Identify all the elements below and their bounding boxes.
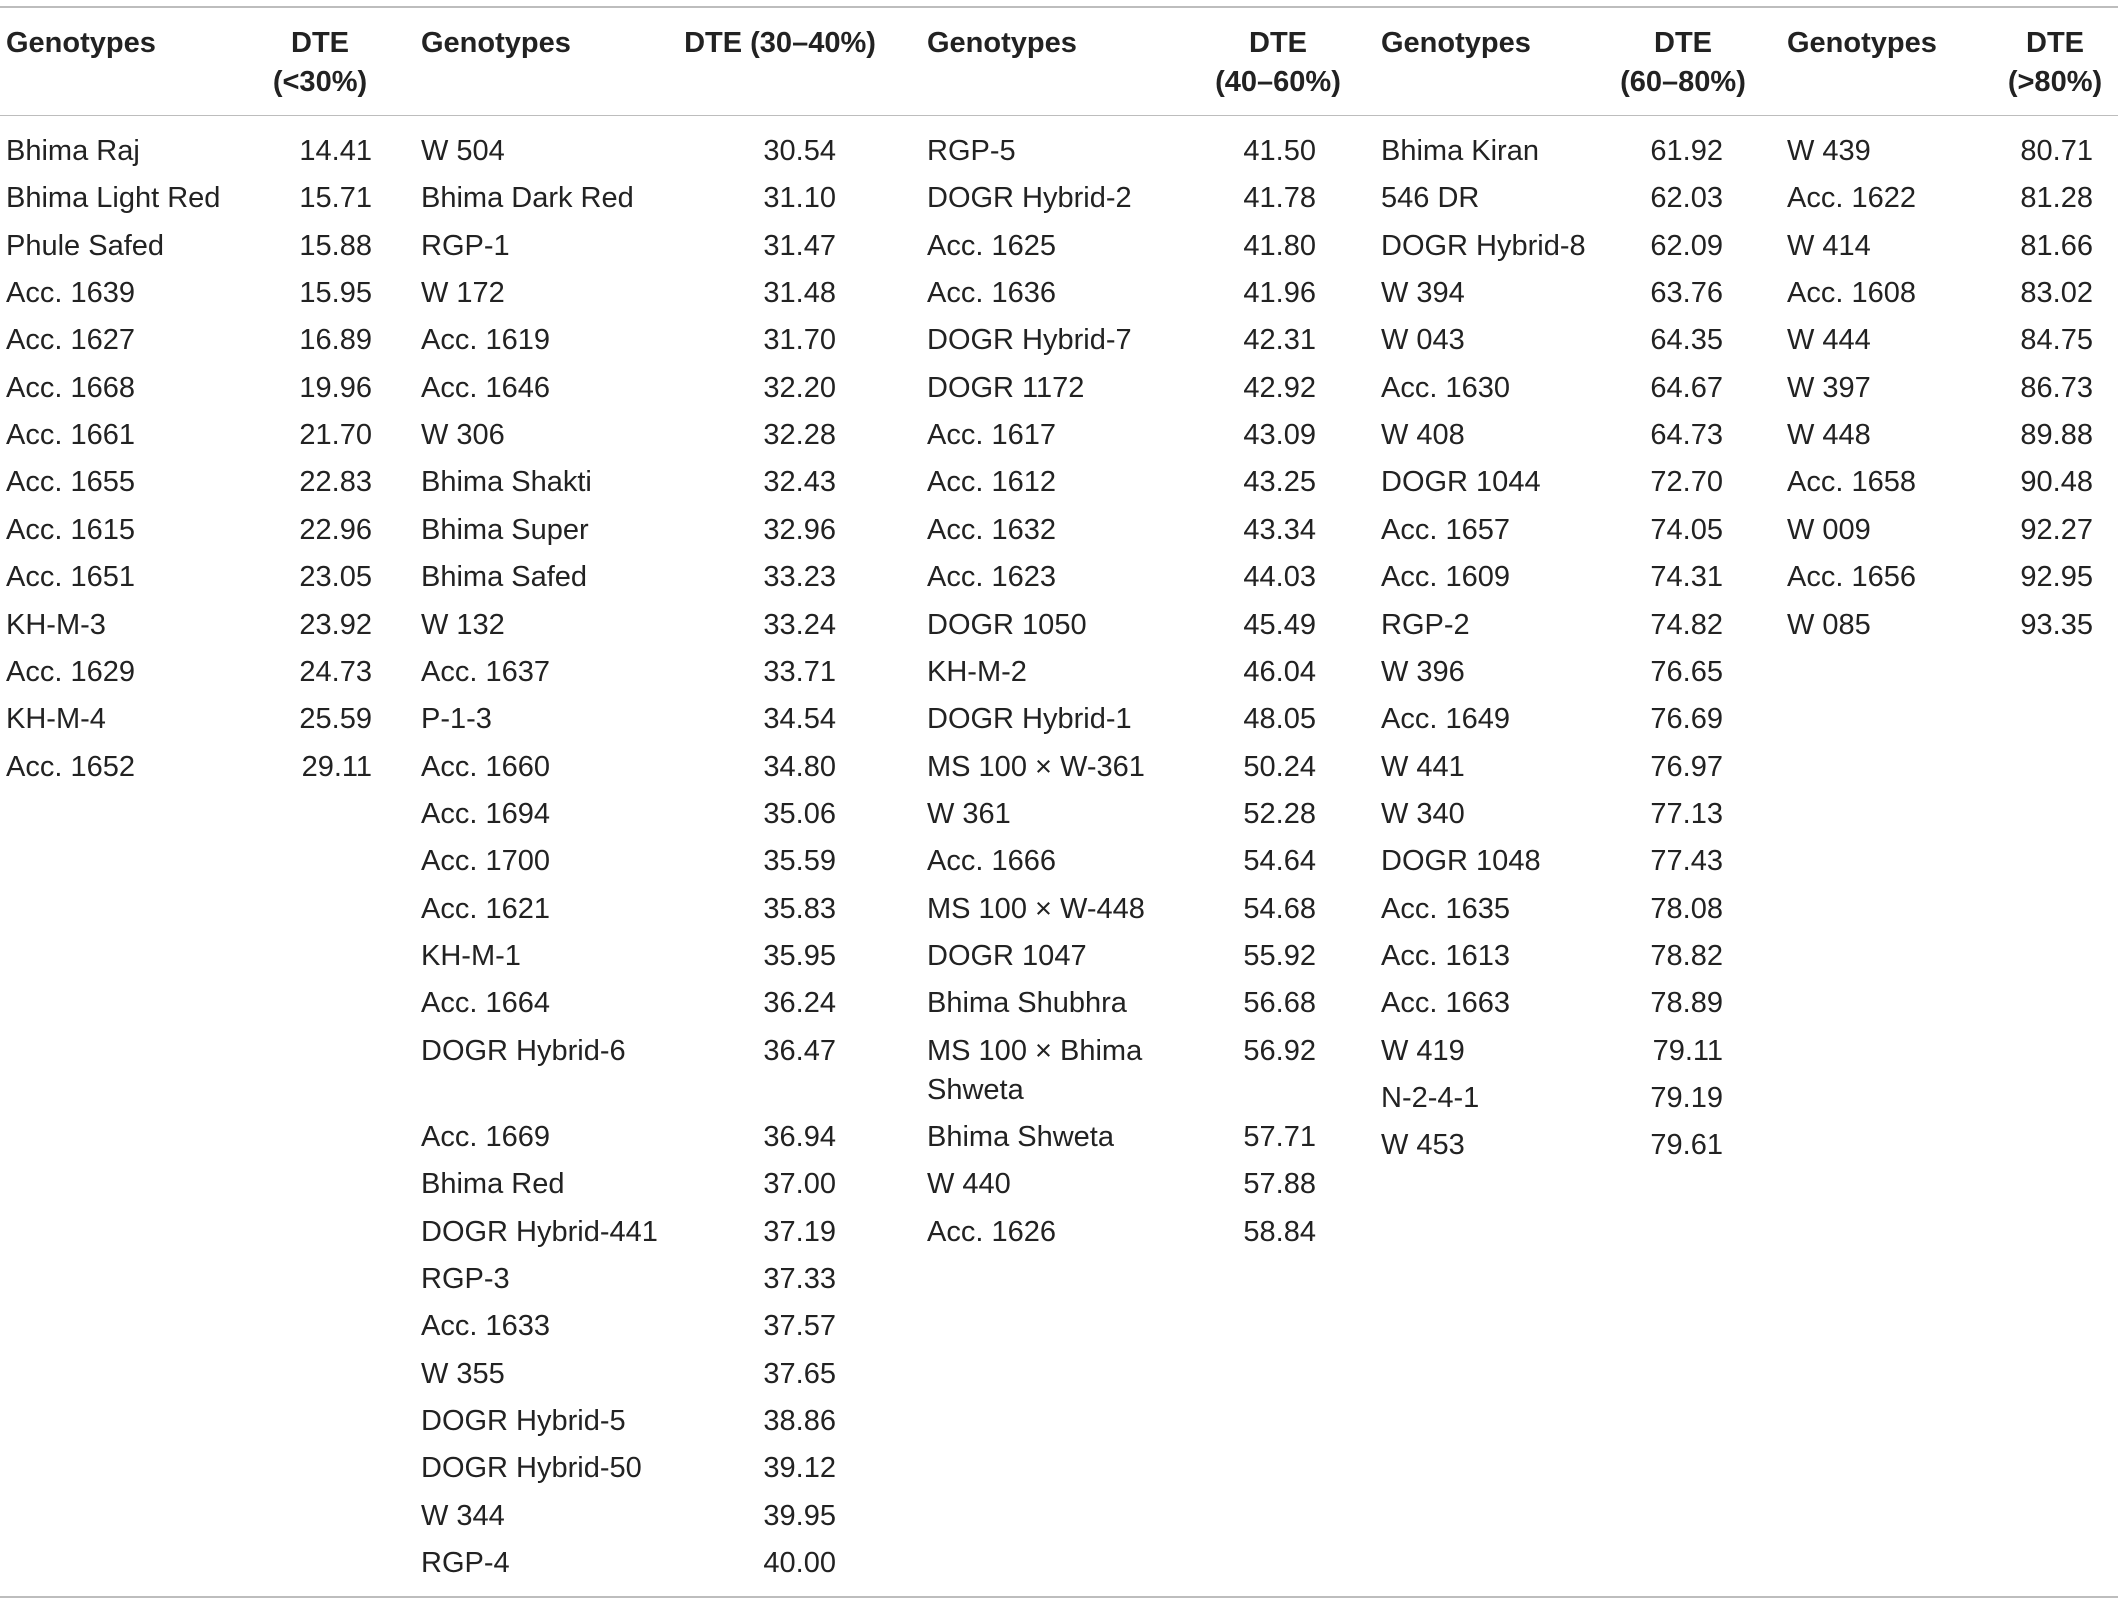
genotype-cell: DOGR Hybrid-5 xyxy=(421,1405,626,1438)
genotype-cell: RGP-5 xyxy=(927,135,1016,167)
genotype-cell: Acc. 1613 xyxy=(1381,939,1510,972)
dte-value-cell: 41.50 xyxy=(1243,135,1316,167)
dte-value-cell: 54.64 xyxy=(1243,845,1316,878)
dte-value-cell: 21.70 xyxy=(299,419,372,452)
dte-value-cell: 24.73 xyxy=(299,655,372,688)
genotype-cell: Acc. 1609 xyxy=(1381,561,1510,594)
dte-value-cell: 81.28 xyxy=(2020,182,2093,215)
dte-value-cell: 16.89 xyxy=(299,324,372,357)
dte-value-cell: 42.31 xyxy=(1243,324,1316,357)
genotype-cell: Acc. 1657 xyxy=(1381,513,1510,546)
dte-value-cell: 31.70 xyxy=(763,324,836,357)
genotype-cell: Bhima Safed xyxy=(421,561,588,594)
dte-value-cell: 33.24 xyxy=(763,608,836,641)
dte-value-cell: 45.49 xyxy=(1243,608,1316,641)
dte-value-cell: 22.96 xyxy=(299,513,372,546)
dte-header-line1: DTE xyxy=(291,27,349,59)
dte-value-cell: 41.80 xyxy=(1243,229,1316,262)
dte-value-cell: 57.88 xyxy=(1243,1168,1316,1201)
dte-value-cell: 64.67 xyxy=(1650,371,1723,404)
genotype-cell: Acc. 1661 xyxy=(6,419,135,452)
dte-header xyxy=(1573,24,1793,102)
dte-header-line1: DTE xyxy=(2026,27,2084,59)
genotype-cell: W 396 xyxy=(1381,655,1465,688)
genotype-cell: Acc. 1664 xyxy=(421,987,550,1020)
genotype-cell: DOGR Hybrid-8 xyxy=(1381,229,1586,262)
genotype-cell: MS 100 × Bhima xyxy=(927,1034,1143,1067)
dte-value-cell: 35.06 xyxy=(763,797,836,830)
genotype-cell: KH-M-4 xyxy=(6,703,106,736)
genotypes-header: Genotypes xyxy=(927,27,1077,59)
dte-value-cell: 74.31 xyxy=(1650,561,1723,594)
dte-value-cell: 50.24 xyxy=(1243,750,1316,783)
dte-value-cell: 61.92 xyxy=(1650,135,1723,167)
dte-value-cell: 37.33 xyxy=(763,1263,836,1296)
genotype-cell: Acc. 1630 xyxy=(1381,371,1510,404)
genotypes-header: Genotypes xyxy=(1787,27,1937,59)
dte-header xyxy=(1168,24,1388,102)
dte-value-cell: 79.19 xyxy=(1650,1082,1723,1114)
dte-header xyxy=(1945,24,2118,102)
genotype-cell: DOGR Hybrid-50 xyxy=(421,1452,642,1485)
dte-value-cell: 41.96 xyxy=(1243,277,1316,310)
genotype-cell: W 440 xyxy=(927,1168,1011,1201)
dte-value-cell: 76.97 xyxy=(1650,750,1723,783)
dte-value-cell: 58.84 xyxy=(1243,1215,1316,1248)
dte-header-line2: (>80%) xyxy=(2007,66,2103,98)
dte-header-line1: DTE xyxy=(1654,27,1712,59)
dte-value-cell: 31.10 xyxy=(763,182,836,215)
genotype-cell: RGP-4 xyxy=(421,1547,510,1580)
dte-value-cell: 62.09 xyxy=(1650,229,1723,262)
dte-value-cell: 81.66 xyxy=(2020,229,2093,262)
genotype-cell: W 453 xyxy=(1381,1129,1465,1162)
genotype-cell: Bhima Shakti xyxy=(421,466,592,499)
dte-value-cell: 64.73 xyxy=(1650,419,1723,452)
genotype-cell: W 504 xyxy=(421,135,505,167)
genotype-cell: Acc. 1700 xyxy=(421,845,550,878)
dte-header-line1: DTE xyxy=(1249,27,1307,59)
genotype-cell: Acc. 1627 xyxy=(6,324,135,357)
genotype-cell: Acc. 1637 xyxy=(421,655,550,688)
dte-value-cell: 44.03 xyxy=(1243,561,1316,594)
genotype-cell: DOGR 1044 xyxy=(1381,466,1541,499)
genotype-cell: Acc. 1636 xyxy=(927,277,1056,310)
genotype-cell: Bhima Raj xyxy=(6,135,140,167)
genotype-cell: DOGR Hybrid-441 xyxy=(421,1215,658,1248)
dte-value-cell: 86.73 xyxy=(2020,371,2093,404)
dte-value-cell: 55.92 xyxy=(1243,939,1316,972)
dte-value-cell: 31.47 xyxy=(763,229,836,262)
genotype-cell: Bhima Kiran xyxy=(1381,135,1539,167)
genotype-cell-wrap: Shweta xyxy=(927,1073,1024,1106)
dte-value-cell: 62.03 xyxy=(1650,182,1723,215)
dte-value-cell: 80.71 xyxy=(2020,135,2093,167)
genotype-cell: W 361 xyxy=(927,797,1011,830)
genotypes-header: Genotypes xyxy=(421,27,571,59)
dte-value-cell: 89.88 xyxy=(2020,419,2093,452)
dte-value-cell: 72.70 xyxy=(1650,466,1723,499)
dte-value-cell: 38.86 xyxy=(763,1405,836,1438)
dte-value-cell: 22.83 xyxy=(299,466,372,499)
genotype-cell: DOGR Hybrid-1 xyxy=(927,703,1132,736)
genotype-cell: Acc. 1656 xyxy=(1787,561,1916,594)
genotype-cell: W 444 xyxy=(1787,324,1871,357)
genotype-cell: KH-M-3 xyxy=(6,608,106,641)
dte-value-cell: 93.35 xyxy=(2020,608,2093,641)
dte-value-cell: 79.11 xyxy=(1652,1034,1723,1067)
genotype-cell: W 448 xyxy=(1787,419,1871,452)
genotype-cell: Bhima Super xyxy=(421,513,589,546)
dte-value-cell: 15.71 xyxy=(299,182,372,215)
dte-value-cell: 35.95 xyxy=(763,939,836,972)
genotype-cell: Bhima Shweta xyxy=(927,1121,1114,1153)
genotype-cell: Acc. 1694 xyxy=(421,797,550,830)
dte-value-cell: 42.92 xyxy=(1243,371,1316,404)
genotype-cell: Bhima Red xyxy=(421,1168,565,1201)
dte-header-line2: (<30%) xyxy=(272,66,368,98)
genotype-cell: W 441 xyxy=(1381,750,1465,783)
table-bottom-rule xyxy=(0,1596,2118,1598)
dte-value-cell: 32.20 xyxy=(763,371,836,404)
dte-value-cell: 43.09 xyxy=(1243,419,1316,452)
dte-value-cell: 46.04 xyxy=(1243,655,1316,688)
dte-value-cell: 37.65 xyxy=(763,1357,836,1390)
genotype-cell: RGP-3 xyxy=(421,1263,510,1296)
genotype-cell: Acc. 1635 xyxy=(1381,892,1510,925)
genotype-cell: Acc. 1668 xyxy=(6,371,135,404)
genotype-cell: Acc. 1612 xyxy=(927,466,1056,499)
dte-value-cell: 84.75 xyxy=(2020,324,2093,357)
dte-value-cell: 79.61 xyxy=(1650,1129,1723,1162)
dte-value-cell: 36.94 xyxy=(763,1121,836,1153)
dte-value-cell: 32.43 xyxy=(763,466,836,499)
dte-value-cell: 52.28 xyxy=(1243,797,1316,830)
genotype-cell: Acc. 1669 xyxy=(421,1121,550,1153)
genotype-cell: DOGR Hybrid-7 xyxy=(927,324,1132,357)
dte-value-cell: 23.92 xyxy=(299,608,372,641)
genotype-cell: RGP-1 xyxy=(421,229,510,262)
genotype-cell: Acc. 1639 xyxy=(6,277,135,310)
dte-header-line2: (40–60%) xyxy=(1215,66,1341,98)
dte-value-cell: 36.24 xyxy=(763,987,836,1020)
table-top-rule xyxy=(0,6,2118,8)
genotype-cell: W 009 xyxy=(1787,513,1871,546)
dte-value-cell: 23.05 xyxy=(299,561,372,594)
genotype-cell: Bhima Dark Red xyxy=(421,182,634,215)
genotype-cell: MS 100 × W-448 xyxy=(927,892,1145,925)
genotype-cell: W 414 xyxy=(1787,229,1871,262)
genotype-cell: Acc. 1660 xyxy=(421,750,550,783)
genotype-cell: W 397 xyxy=(1787,371,1871,404)
genotype-cell: DOGR 1047 xyxy=(927,939,1087,972)
dte-header xyxy=(210,24,430,102)
genotype-cell: Acc. 1615 xyxy=(6,513,135,546)
dte-value-cell: 57.71 xyxy=(1243,1121,1316,1153)
dte-value-cell: 43.34 xyxy=(1243,513,1316,546)
genotype-cell: W 344 xyxy=(421,1499,505,1532)
genotype-cell: Acc. 1649 xyxy=(1381,703,1510,736)
dte-value-cell: 40.00 xyxy=(763,1547,836,1580)
dte-value-cell: 30.54 xyxy=(763,135,836,167)
genotype-cell: KH-M-1 xyxy=(421,939,521,972)
dte-value-cell: 37.19 xyxy=(763,1215,836,1248)
dte-value-cell: 92.27 xyxy=(2020,513,2093,546)
dte-value-cell: 36.47 xyxy=(763,1034,836,1067)
genotype-cell: W 419 xyxy=(1381,1034,1465,1067)
dte-header xyxy=(670,24,890,63)
genotype-cell: Acc. 1663 xyxy=(1381,987,1510,1020)
genotype-cell: Acc. 1622 xyxy=(1787,182,1916,215)
dte-value-cell: 34.54 xyxy=(763,703,836,736)
genotype-cell: Acc. 1633 xyxy=(421,1310,550,1343)
genotype-cell: Acc. 1666 xyxy=(927,845,1056,878)
dte-value-cell: 63.76 xyxy=(1650,277,1723,310)
dte-value-cell: 78.89 xyxy=(1650,987,1723,1020)
dte-value-cell: 74.05 xyxy=(1650,513,1723,546)
dte-value-cell: 14.41 xyxy=(299,135,372,167)
genotype-cell: Acc. 1608 xyxy=(1787,277,1916,310)
dte-value-cell: 48.05 xyxy=(1243,703,1316,736)
genotype-cell: Acc. 1632 xyxy=(927,513,1056,546)
dte-value-cell: 32.96 xyxy=(763,513,836,546)
dte-value-cell: 39.12 xyxy=(763,1452,836,1485)
genotype-cell: Acc. 1625 xyxy=(927,229,1056,262)
genotype-cell: Acc. 1623 xyxy=(927,561,1056,594)
genotype-cell: W 043 xyxy=(1381,324,1465,357)
genotype-cell: W 132 xyxy=(421,608,505,641)
genotype-cell: KH-M-2 xyxy=(927,655,1027,688)
dte-value-cell: 77.43 xyxy=(1650,845,1723,878)
dte-value-cell: 29.11 xyxy=(301,750,372,783)
dte-value-cell: 76.65 xyxy=(1650,655,1723,688)
dte-value-cell: 90.48 xyxy=(2020,466,2093,499)
dte-value-cell: 33.23 xyxy=(763,561,836,594)
genotype-cell: Acc. 1646 xyxy=(421,371,550,404)
genotype-cell: Acc. 1621 xyxy=(421,892,550,925)
dte-value-cell: 74.82 xyxy=(1650,608,1723,641)
genotype-cell: N-2-4-1 xyxy=(1381,1082,1480,1114)
genotype-cell: W 085 xyxy=(1787,608,1871,641)
dte-value-cell: 33.71 xyxy=(763,655,836,688)
dte-value-cell: 37.57 xyxy=(763,1310,836,1343)
genotype-cell: Acc. 1655 xyxy=(6,466,135,499)
dte-value-cell: 35.59 xyxy=(763,845,836,878)
dte-value-cell: 15.95 xyxy=(299,277,372,310)
table-header-rule xyxy=(0,115,2118,116)
dte-value-cell: 54.68 xyxy=(1243,892,1316,925)
genotype-cell: Phule Safed xyxy=(6,229,165,262)
genotype-cell: Acc. 1629 xyxy=(6,655,135,688)
dte-value-cell: 37.00 xyxy=(763,1168,836,1201)
dte-header-line1: DTE (30–40%) xyxy=(684,27,876,59)
genotype-cell: 546 DR xyxy=(1381,182,1480,215)
genotype-cell: DOGR Hybrid-2 xyxy=(927,182,1132,215)
dte-header-line2: (60–80%) xyxy=(1620,66,1746,98)
genotype-cell: W 306 xyxy=(421,419,505,452)
dte-value-cell: 35.83 xyxy=(763,892,836,925)
dte-value-cell: 19.96 xyxy=(299,371,372,404)
dte-value-cell: 77.13 xyxy=(1650,797,1723,830)
dte-value-cell: 34.80 xyxy=(763,750,836,783)
genotype-cell: Acc. 1652 xyxy=(6,750,135,783)
genotype-cell: Acc. 1617 xyxy=(927,419,1056,452)
genotype-cell: W 355 xyxy=(421,1357,505,1390)
genotype-cell: Bhima Light Red xyxy=(6,182,221,215)
genotype-cell: P-1-3 xyxy=(421,703,492,736)
genotype-cell: W 439 xyxy=(1787,135,1871,167)
dte-value-cell: 25.59 xyxy=(299,703,372,736)
dte-value-cell: 41.78 xyxy=(1243,182,1316,215)
genotype-cell: Acc. 1651 xyxy=(6,561,135,594)
genotype-cell: W 172 xyxy=(421,277,505,310)
genotype-cell: MS 100 × W-361 xyxy=(927,750,1145,783)
genotype-cell: W 340 xyxy=(1381,797,1465,830)
dte-value-cell: 64.35 xyxy=(1650,324,1723,357)
genotype-cell: Acc. 1626 xyxy=(927,1215,1056,1248)
genotype-cell: Bhima Shubhra xyxy=(927,987,1127,1020)
dte-value-cell: 15.88 xyxy=(299,229,372,262)
genotype-cell: W 394 xyxy=(1381,277,1465,310)
dte-value-cell: 83.02 xyxy=(2020,277,2093,310)
genotype-cell: Acc. 1658 xyxy=(1787,466,1916,499)
genotype-cell: Acc. 1619 xyxy=(421,324,550,357)
dte-value-cell: 32.28 xyxy=(763,419,836,452)
genotype-cell: DOGR 1048 xyxy=(1381,845,1541,878)
dte-value-cell: 76.69 xyxy=(1650,703,1723,736)
genotypes-header: Genotypes xyxy=(6,27,156,59)
genotype-cell: DOGR 1050 xyxy=(927,608,1087,641)
dte-value-cell: 56.68 xyxy=(1243,987,1316,1020)
genotype-cell: RGP-2 xyxy=(1381,608,1470,641)
dte-value-cell: 78.82 xyxy=(1650,939,1723,972)
genotype-cell: DOGR 1172 xyxy=(927,371,1085,404)
dte-value-cell: 31.48 xyxy=(763,277,836,310)
genotype-cell: DOGR Hybrid-6 xyxy=(421,1034,626,1067)
dte-value-cell: 43.25 xyxy=(1243,466,1316,499)
dte-value-cell: 92.95 xyxy=(2020,561,2093,594)
dte-value-cell: 56.92 xyxy=(1243,1034,1316,1067)
dte-value-cell: 39.95 xyxy=(763,1499,836,1532)
genotype-cell: W 408 xyxy=(1381,419,1465,452)
genotypes-header: Genotypes xyxy=(1381,27,1531,59)
dte-value-cell: 78.08 xyxy=(1650,892,1723,925)
